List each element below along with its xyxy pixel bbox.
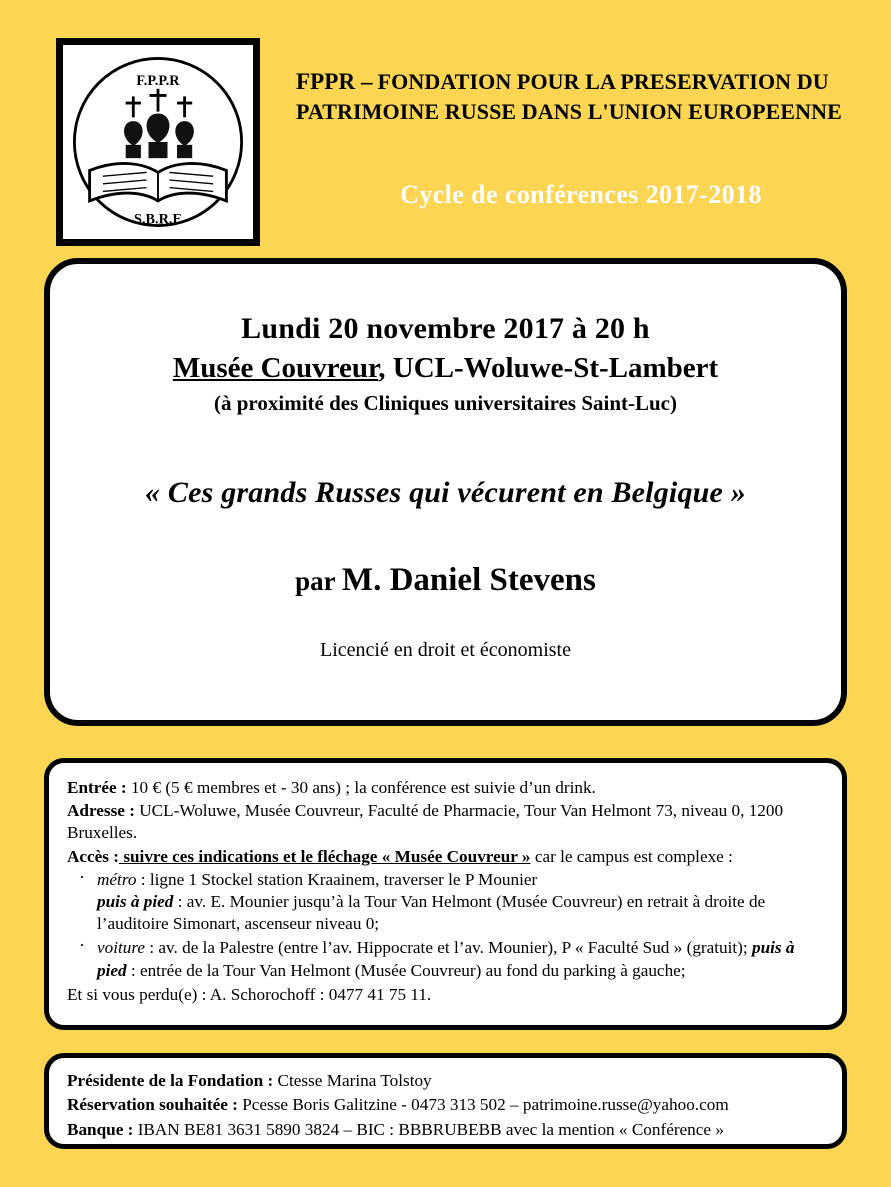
lost-contact-info: Et si vous perdu(e) : A. Schorochoff : 0477 41 75 11. — [67, 984, 432, 1004]
car-walk-lead: puis à pied — [97, 938, 795, 980]
logo-bottom-text: S.B.R.E — [134, 211, 182, 228]
practical-info-card — [44, 758, 847, 1030]
car-lead: voiture — [97, 938, 146, 958]
bank-details: IBAN BE81 3631 5890 3824 – BIC : BBBRUBEBB avec la mention « Conférence » — [133, 1119, 724, 1139]
access-directions-list — [67, 869, 824, 982]
bank-line — [67, 1118, 824, 1142]
event-venue — [50, 352, 841, 385]
entry-label: Entrée : — [67, 778, 127, 797]
address-text: UCL-Woluwe, Musée Couvreur, Faculté de Pharmacie, Tour Van Helmont 73, niveau 0, 1200 Bruxelles. — [67, 801, 784, 843]
org-full-line1: FONDATION POUR LA PRESERVATION DU — [377, 69, 829, 94]
metro-lead: métro — [97, 869, 137, 889]
speaker-line — [50, 562, 841, 599]
conference-title: « Ces grands Russes qui vécurent en Belgique » — [145, 476, 746, 509]
metro-walk-text: : av. E. Mounier jusqu’à la Tour Van Helmont (Musée Couvreur) en retrait à droite de l’auditoire Simonart, ascenseur niveau 0; — [97, 891, 766, 934]
conference-cycle-title: Cycle de conférences 2017-2018 — [400, 180, 762, 209]
metro-text: : ligne 1 Stockel station Kraainem, traverser le P Mounier — [136, 869, 538, 889]
org-full-line2: PATRIMOINE RUSSE DANS L'UNION EUROPEENNE — [296, 99, 842, 125]
access-label: Accès : — [67, 846, 120, 866]
address-label: Adresse : — [67, 801, 135, 821]
reservation-label: Réservation souhaitée : — [67, 1095, 238, 1115]
speaker-name: M. Daniel Stevens — [341, 562, 596, 598]
bank-label: Banque : — [67, 1119, 134, 1139]
access-emphasis: suivre ces indications et le fléchage « Musée Couvreur » — [119, 846, 531, 866]
reservation-contact: Pcesse Boris Galitzine - 0473 313 502 – patrimoine.russe@yahoo.com — [237, 1095, 729, 1115]
access-info — [67, 846, 824, 868]
list-item — [97, 937, 824, 981]
logo-top-text: F.P.P.R — [136, 73, 180, 89]
event-main-card — [44, 258, 847, 726]
speaker-credentials: Licencié en droit et économiste — [319, 639, 571, 661]
speaker-prefix: par — [295, 566, 342, 596]
president-name: Ctesse Marina Tolstoy — [273, 1071, 432, 1090]
poster-header — [0, 30, 891, 250]
venue-note: (à proximité des Cliniques universitaires Saint-Luc) — [214, 391, 677, 415]
fppr-logo — [56, 38, 260, 246]
entry-info — [67, 777, 824, 799]
metro-walk-lead: puis à pied — [97, 891, 174, 911]
car-text: : av. de la Palestre (entre l’av. Hippocrate et l’av. Mounier), P « Faculté Sud » (gratuit); — [145, 938, 752, 958]
reservation-line — [67, 1093, 824, 1117]
list-item — [97, 869, 824, 936]
organization-name — [296, 66, 866, 128]
venue-location: , UCL-Woluwe-St-Lambert — [378, 352, 719, 384]
org-abbreviation: FPPR – — [296, 69, 373, 94]
address-info — [67, 800, 824, 844]
event-date: Lundi 20 novembre 2017 à 20 h — [241, 312, 650, 345]
car-walk-text: : entrée de la Tour Van Helmont (Musée Couvreur) au fond du parking à gauche; — [126, 960, 686, 980]
church-book-logo-icon — [63, 45, 253, 239]
contact-footer-card — [44, 1053, 847, 1149]
entry-text: 10 € (5 € membres et - 30 ans) ; la conférence est suivie d’un drink. — [126, 778, 596, 797]
president-line — [67, 1069, 824, 1093]
venue-name: Musée Couvreur — [172, 352, 379, 384]
access-text: car le campus est complexe : — [530, 846, 733, 866]
president-label: Présidente de la Fondation : — [67, 1071, 274, 1090]
